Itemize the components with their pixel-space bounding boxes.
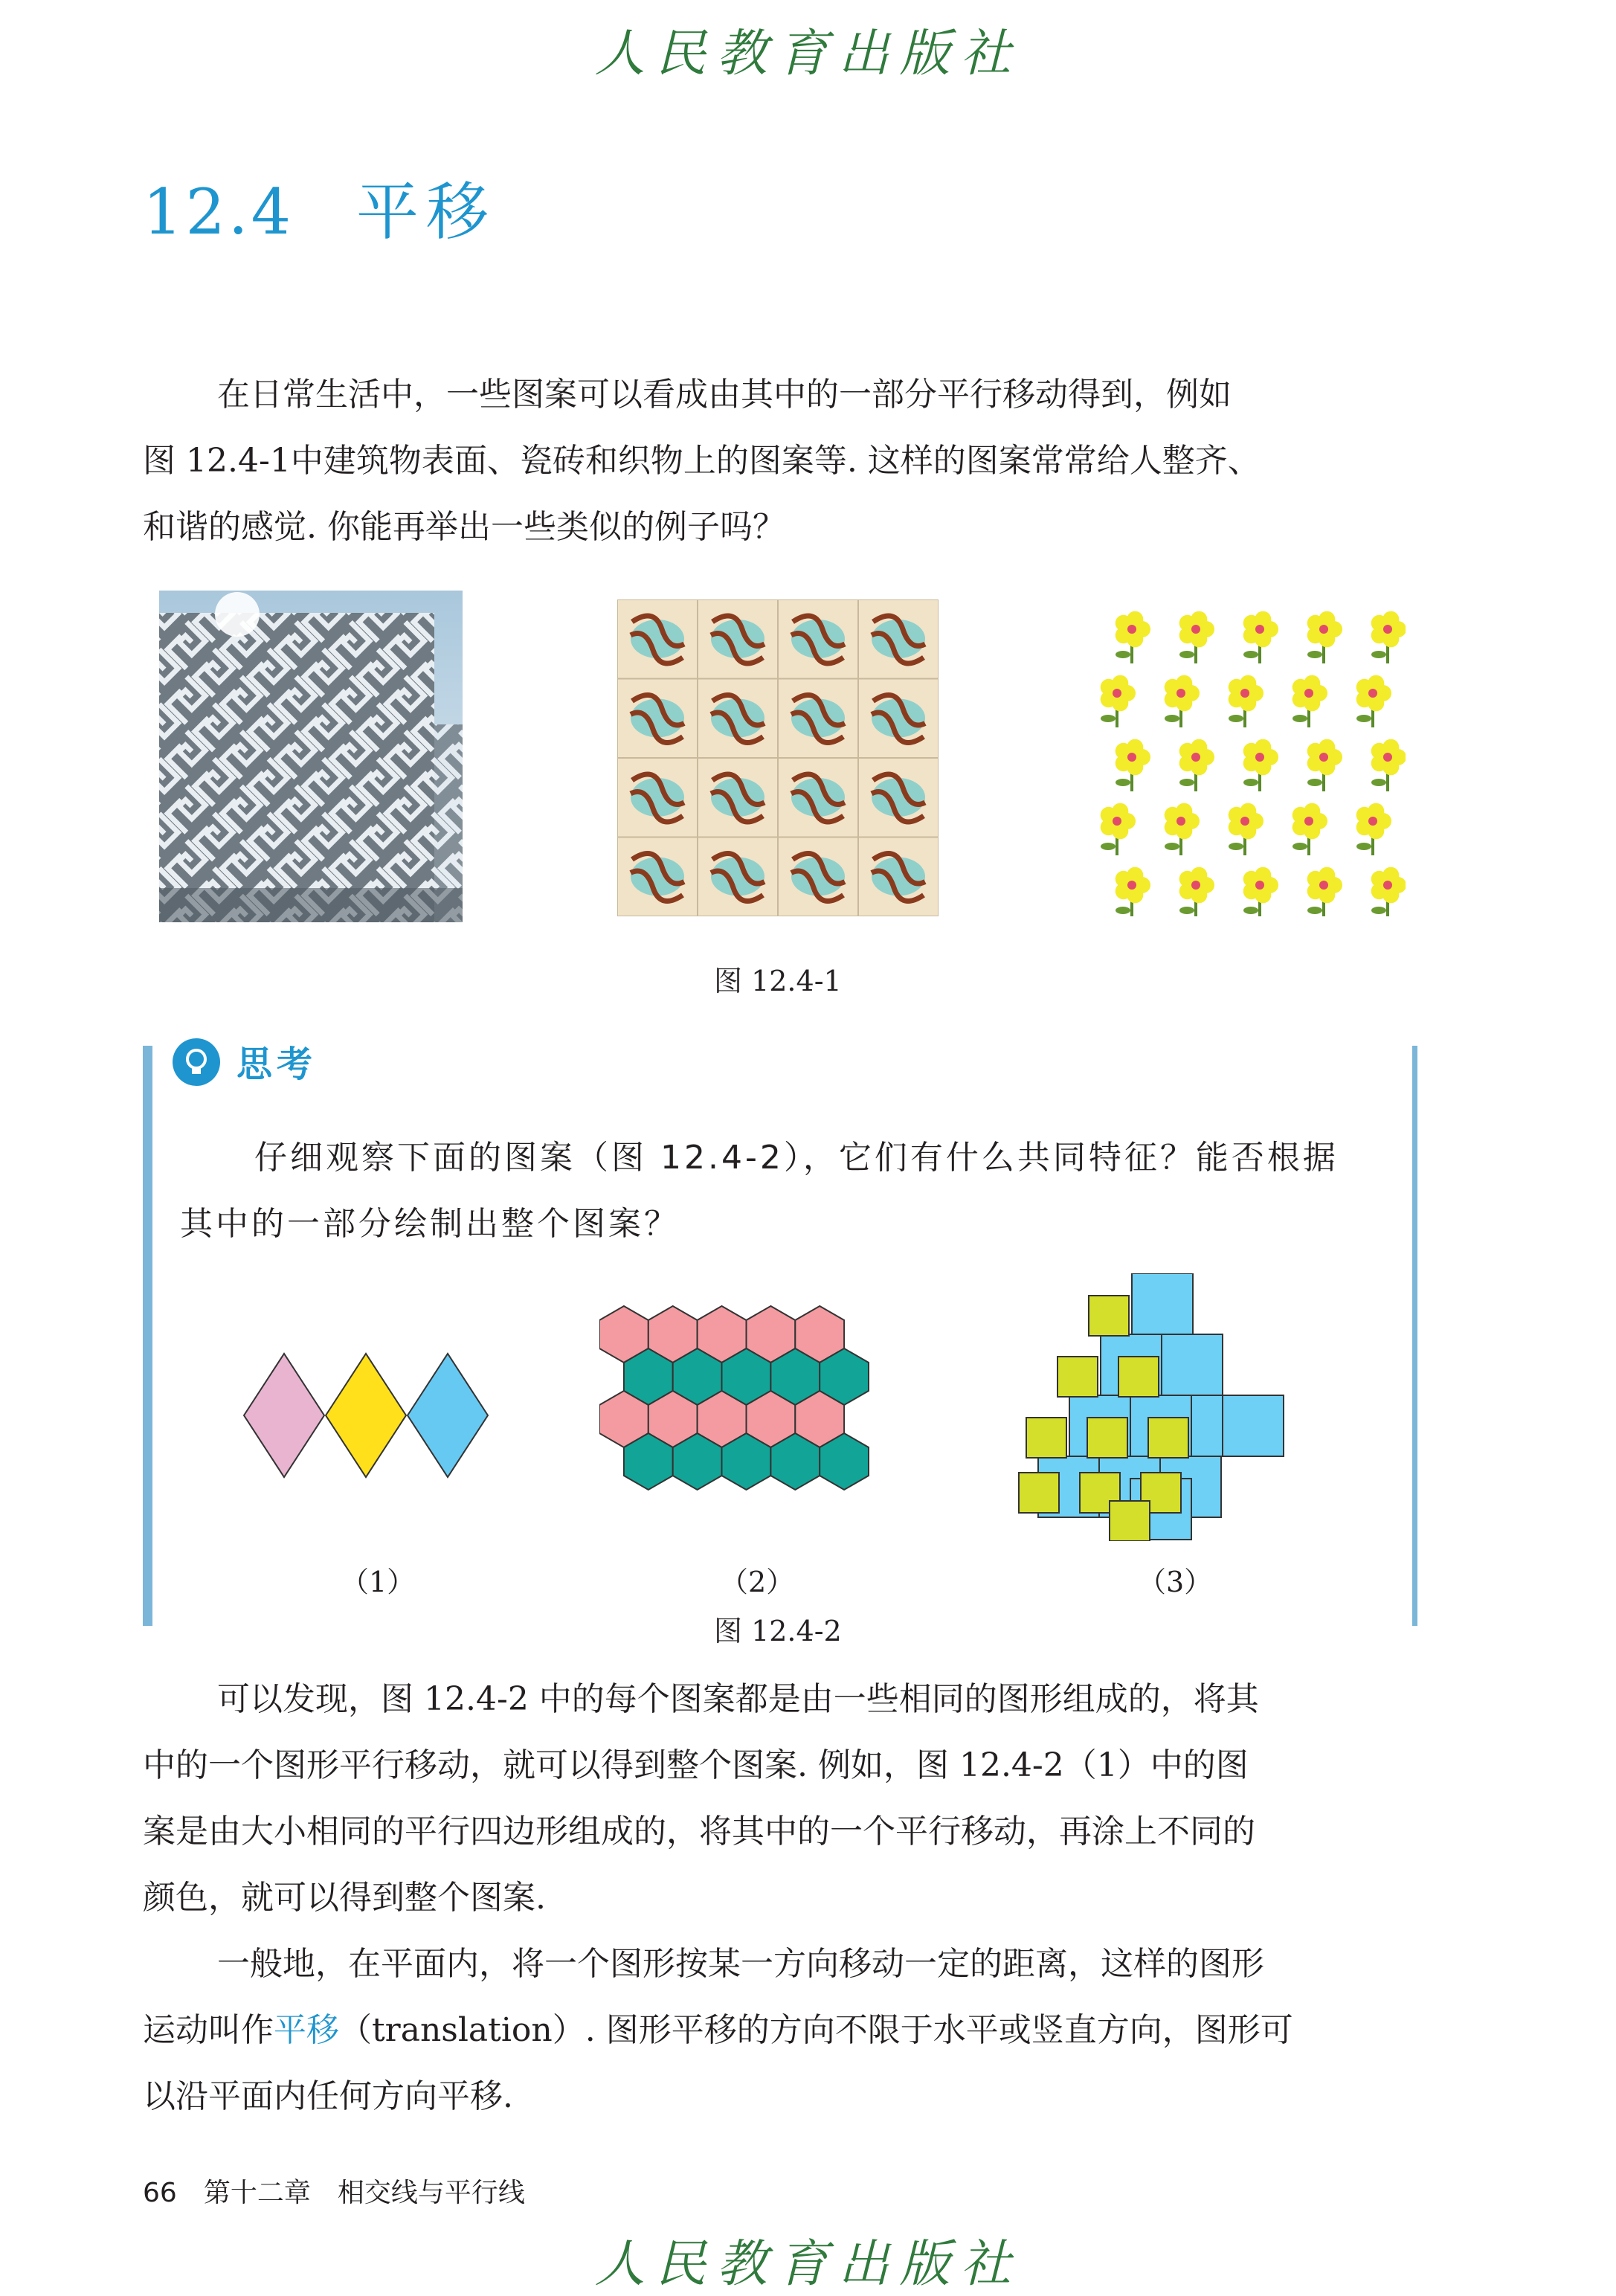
flower-leaf <box>1243 907 1258 914</box>
flower-center <box>1383 753 1392 762</box>
flower-leaf <box>1116 779 1130 786</box>
flower-leaf <box>1101 843 1116 850</box>
flower-petal <box>1240 675 1256 692</box>
tile-motif <box>791 778 845 817</box>
flower-petal <box>1382 611 1399 628</box>
think-line-1: 仔细观察下面的图案（图 12.4-2），它们有什么共同特征？能否根据 <box>254 1139 1339 1177</box>
rhombus-pink <box>244 1354 324 1477</box>
flower-leaf <box>1371 779 1386 786</box>
figure-12-4-1-caption: 图 12.4-1 <box>714 965 842 997</box>
blue-square <box>1223 1395 1284 1456</box>
flower-petal <box>1191 739 1207 756</box>
flower-center <box>1191 625 1200 634</box>
page-number: 66 <box>143 2178 177 2208</box>
intro-line-1: 在日常生活中，一些图案可以看成由其中的一部分平行移动得到，例如 <box>217 376 1232 414</box>
flower-leaf <box>1179 651 1194 658</box>
intro-paragraph <box>143 361 1429 560</box>
page-footer <box>143 2172 552 2210</box>
flower-petal <box>1255 739 1271 756</box>
flower-center <box>1127 881 1136 890</box>
blue-square <box>1162 1334 1223 1395</box>
intro-line-2: 图 12.4-1中建筑物表面、瓷砖和织物上的图案等. 这样的图案常常给人整齐、 <box>143 442 1261 480</box>
flower-leaf <box>1356 843 1371 850</box>
flower-leaf <box>1243 779 1258 786</box>
para1-line-1: 可以发现，图 12.4-2 中的每个图案都是由一些相同的图形组成的，将其 <box>217 1680 1259 1718</box>
tile-motif <box>631 858 684 896</box>
para2-line-2-pre: 运动叫作 <box>143 2011 274 2049</box>
tile-motif <box>711 699 764 738</box>
flower-center <box>1176 689 1185 698</box>
flower-leaf <box>1179 907 1194 914</box>
flower-center <box>1240 689 1249 698</box>
blue-square <box>1132 1273 1193 1334</box>
flower-leaf <box>1243 651 1258 658</box>
flower-leaf <box>1165 843 1179 850</box>
think-box-left-bar <box>143 1046 152 1626</box>
rhombus-yellow <box>326 1354 406 1477</box>
flower-center <box>1255 625 1264 634</box>
rhombus-blue <box>408 1354 488 1477</box>
flower-petal <box>1368 803 1384 820</box>
yellow-square <box>1026 1418 1066 1458</box>
chapter-title: 相交线与平行线 <box>337 2178 525 2208</box>
ceramic-tile-photo <box>617 599 939 916</box>
para1-line-4: 颜色，就可以得到整个图案. <box>143 1879 546 1917</box>
tile-motif <box>791 699 845 738</box>
flower-center <box>1383 881 1392 890</box>
sub-label-2: （2） <box>720 1566 795 1598</box>
yellow-square <box>1110 1501 1150 1541</box>
yellow-square <box>1118 1357 1159 1397</box>
flower-center <box>1304 817 1313 826</box>
flower-petal <box>1319 611 1335 628</box>
flower-center <box>1304 689 1313 698</box>
tile-motif <box>791 620 845 658</box>
flower-petal <box>1304 803 1320 820</box>
para2-line-2-post: （translation）. 图形平移的方向不限于水平或竖直方向，图形可 <box>339 2011 1293 2049</box>
flower-petal <box>1176 675 1192 692</box>
flower-center <box>1319 625 1328 634</box>
flower-petal <box>1127 739 1143 756</box>
think-box-right-bar <box>1412 1046 1417 1626</box>
flower-center <box>1176 817 1185 826</box>
flower-center <box>1240 817 1249 826</box>
flower-petal <box>1112 675 1128 692</box>
yellow-square <box>1019 1473 1059 1513</box>
think-question <box>180 1125 1392 1257</box>
flower-leaf <box>1293 843 1307 850</box>
rhombus-pattern <box>242 1352 492 1479</box>
flower-leaf <box>1229 715 1243 722</box>
floral-fabric-photo <box>1087 599 1406 916</box>
flower-leaf <box>1116 907 1130 914</box>
flower-petal <box>1304 675 1320 692</box>
flower-petal <box>1319 867 1335 884</box>
para1-line-2: 中的一个图形平行移动，就可以得到整个图案. 例如，图 12.4-2（1）中的图 <box>143 1746 1249 1784</box>
tile-motif <box>631 699 684 738</box>
sub-label-1: （1） <box>341 1566 416 1598</box>
flower-leaf <box>1229 843 1243 850</box>
flower-center <box>1368 689 1377 698</box>
figure-12-4-2-caption: 图 12.4-2 <box>714 1615 842 1647</box>
flower-center <box>1113 689 1121 698</box>
flower-petal <box>1368 675 1384 692</box>
flower-petal <box>1127 867 1143 884</box>
tile-motif <box>711 620 764 658</box>
flower-petal <box>1112 803 1128 820</box>
flower-center <box>1113 817 1121 826</box>
term-translation: 平移 <box>274 2011 339 2049</box>
flower-petal <box>1255 611 1271 628</box>
flower-leaf <box>1371 907 1386 914</box>
flower-leaf <box>1307 779 1322 786</box>
flower-petal <box>1191 867 1207 884</box>
section-title <box>143 162 496 252</box>
flower-petal <box>1191 611 1207 628</box>
flower-petal <box>1319 739 1335 756</box>
flower-petal <box>1127 611 1143 628</box>
publisher-logo-top: 人民教育出版社 <box>594 25 1022 83</box>
flower-center <box>1368 817 1377 826</box>
think-line-2: 其中的一部分绘制出整个图案？ <box>180 1205 680 1243</box>
para2-line-3: 以沿平面内任何方向平移. <box>143 2077 513 2115</box>
flower-petal <box>1382 739 1399 756</box>
think-title: 思考 <box>236 1044 318 1085</box>
flower-petal <box>1240 803 1256 820</box>
flower-leaf <box>1371 651 1386 658</box>
yellow-square <box>1148 1418 1188 1458</box>
flower-center <box>1319 753 1328 762</box>
square-pattern <box>1017 1273 1322 1541</box>
flower-center <box>1127 753 1136 762</box>
flower-leaf <box>1179 779 1194 786</box>
flower-center <box>1319 881 1328 890</box>
section-number: 12.4 <box>143 176 294 248</box>
flower-leaf <box>1356 715 1371 722</box>
flower-leaf <box>1101 715 1116 722</box>
flower-petal <box>1382 867 1399 884</box>
lightbulb-icon <box>173 1038 220 1086</box>
flower-center <box>1191 753 1200 762</box>
tile-motif <box>872 858 925 896</box>
tile-motif <box>791 858 845 896</box>
flower-petal <box>1176 803 1192 820</box>
flower-leaf <box>1307 651 1322 658</box>
tile-motif <box>711 778 764 817</box>
yellow-square <box>1087 1418 1127 1458</box>
tile-motif <box>872 620 925 658</box>
hexagon-pattern <box>599 1303 897 1511</box>
explanation-paragraph <box>143 1666 1429 2129</box>
tile-motif <box>711 858 764 896</box>
flower-center <box>1191 881 1200 890</box>
flower-center <box>1127 625 1136 634</box>
tile-motif <box>631 620 684 658</box>
flower-center <box>1383 625 1392 634</box>
yellow-square <box>1089 1296 1129 1336</box>
para1-line-3: 案是由大小相同的平行四边形组成的，将其中的一个平行移动，再涂上不同的 <box>143 1813 1255 1850</box>
flower-center <box>1255 753 1264 762</box>
flower-center <box>1255 881 1264 890</box>
flower-leaf <box>1293 715 1307 722</box>
tile-motif <box>631 778 684 817</box>
sub-label-3: （3） <box>1138 1566 1213 1598</box>
flower-petal <box>1255 867 1271 884</box>
intro-line-3: 和谐的感觉. 你能再举出一些类似的例子吗？ <box>143 508 785 546</box>
flower-leaf <box>1307 907 1322 914</box>
publisher-logo-bottom: 人民教育出版社 <box>594 2235 1022 2294</box>
chapter-label: 第十二章 <box>203 2178 311 2208</box>
building-facade-photo <box>159 591 463 922</box>
para2-line-2 <box>143 1997 1429 2063</box>
yellow-square <box>1058 1357 1098 1397</box>
section-name: 平移 <box>356 176 497 248</box>
flower-leaf <box>1116 651 1130 658</box>
para2-line-1: 一般地，在平面内，将一个图形按某一方向移动一定的距离，这样的图形 <box>217 1945 1264 1983</box>
tile-motif <box>872 778 925 817</box>
flower-leaf <box>1165 715 1179 722</box>
tile-motif <box>872 699 925 738</box>
